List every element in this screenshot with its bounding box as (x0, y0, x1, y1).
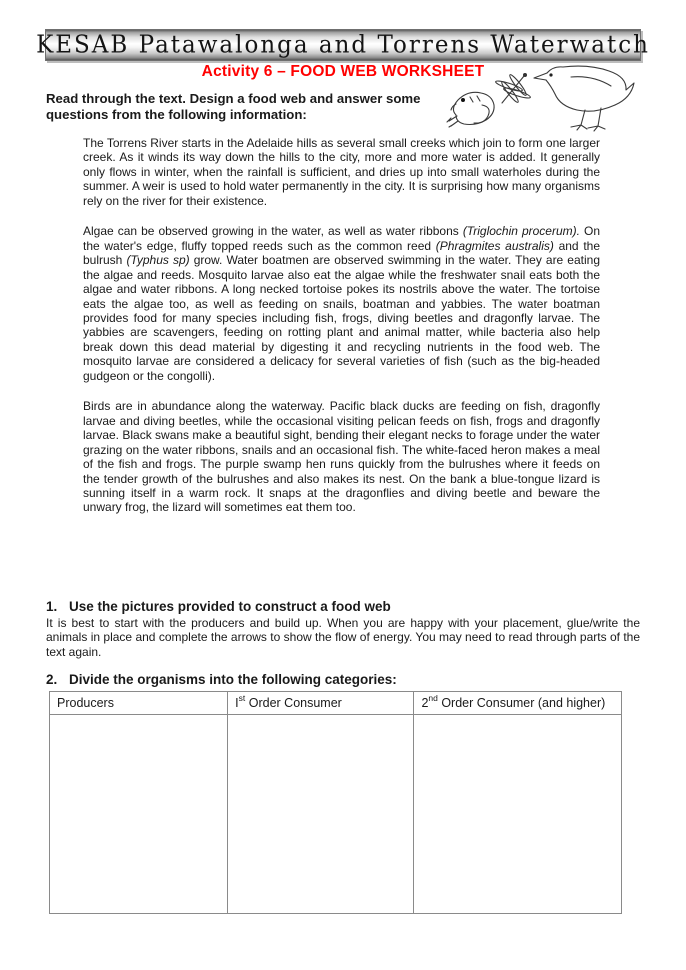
column-header-first-order (228, 692, 414, 715)
header-text: Producers (57, 696, 114, 711)
intro-instructions: Read through the text. Design a food web and answer some questions from the following information: (46, 91, 421, 122)
table-header-row (50, 692, 622, 715)
activity-title: Activity 6 – FOOD WEB WORKSHEET (201, 63, 485, 80)
question-number: 2. (46, 672, 58, 688)
header-text: Order Consumer (245, 696, 342, 711)
species-name: (Typhus sp) (126, 253, 190, 268)
swamp-hen-icon (527, 62, 640, 132)
ordinal-suffix: nd (428, 693, 438, 704)
question-1-body: It is best to start with the producers and build up. When you are happy with your placement, glue/write the animals in place and complete the arrows to show the flow of energy. You may need to read through parts of the text again. (46, 616, 640, 659)
question-heading-text: Divide the organisms into the following categories: (69, 672, 397, 688)
question-heading-text: Use the pictures provided to construct a food web (69, 599, 391, 614)
questions-area (46, 598, 640, 914)
banner-title: KESAB Patawalonga and Torrens Waterwatch (36, 30, 650, 58)
header-banner (36, 29, 650, 61)
question-2-heading (46, 671, 640, 688)
header-text: I (235, 696, 239, 711)
header-text: Order Consumer (and higher) (437, 696, 606, 711)
frog-icon (445, 86, 499, 128)
paragraph-text: Birds are in abundance along the waterway. Pacific black ducks are feeding on fish, dragonfly larvae and diving beetles, while the occasional visiting pelican feeds on fish, frogs and dragonfly larvae. Black swans make a beautiful sight, bending their elegant necks to forage under the water grazing on the water ribbons, snails and an occasional fish. The white-faced heron makes a meal of the fish and frogs. The purple swamp hen runs quickly from the bulrushes where it feeds on the tender growth of the bulrushes and also makes its nest. On the bank a blue-tongue lizard is sunning itself in a warm rock. It snaps at the dragonflies and diving beetle and beware the unwary frog, the lizard will sometimes eat them too. (83, 399, 600, 515)
column-header-producers (50, 692, 228, 715)
paragraph-text: On the water's edge, fluffy topped reeds such as the common reed (83, 224, 601, 253)
species-name: (Triglochin procerum). (462, 224, 580, 239)
paragraph-text: Algae can be observed growing in the water, as well as water ribbons (83, 224, 463, 239)
answer-cell-first-order (228, 715, 414, 914)
question-1-heading (46, 598, 640, 615)
paragraph-birds (83, 399, 600, 515)
fauna-illustrations (445, 60, 641, 134)
answer-cell-second-order (414, 715, 622, 914)
categories-table (49, 691, 622, 914)
answer-cell-producers (50, 715, 228, 914)
paragraph-water-life (83, 224, 600, 383)
paragraph-text: The Torrens River starts in the Adelaide hills as several small creeks which join to form one larger creek. As it winds its way down the hills to the city, more and more water is added. It generally only flows in winter, when the rainfall is sufficient, and dries up into small waterholes during the summer. A weir is used to hold water permanently in the city. It is surprising how many organisms rely on the river for their existence. (83, 136, 600, 208)
paragraph-text: grow. Water boatmen are observed swimming in the water. They are eating the algae and reeds. Mosquito larvae also eat the algae while the freshwater snail eats both the algae and water ribbons. A long necked tortoise pokes its nostrils above the water. The tortoise eats the algae too, as well as feeding on snails, boatman and yabbies. The water boatman provides food for many species including fish, frogs, diving beetles and dragonfly larvae. The yabbies are scavengers, feeding on rotting plant and animal matter, while bacteria also help break down this dead material by digesting it and recycling nutrients in the food web. The mosquito larvae are considered a delicacy for several varieties of fish (such as the big-headed gudgeon or the congolli). (83, 253, 600, 383)
reading-text (83, 136, 600, 531)
table-answer-row (50, 715, 622, 914)
header-text: 2 (421, 696, 429, 711)
column-header-second-order (414, 692, 622, 715)
question-number: 1. (46, 599, 58, 614)
paragraph-text: and the bulrush (83, 238, 601, 268)
species-name: (Phragmites australis) (435, 238, 554, 253)
ordinal-suffix: st (238, 693, 246, 704)
paragraph-torrens-river (83, 136, 600, 208)
